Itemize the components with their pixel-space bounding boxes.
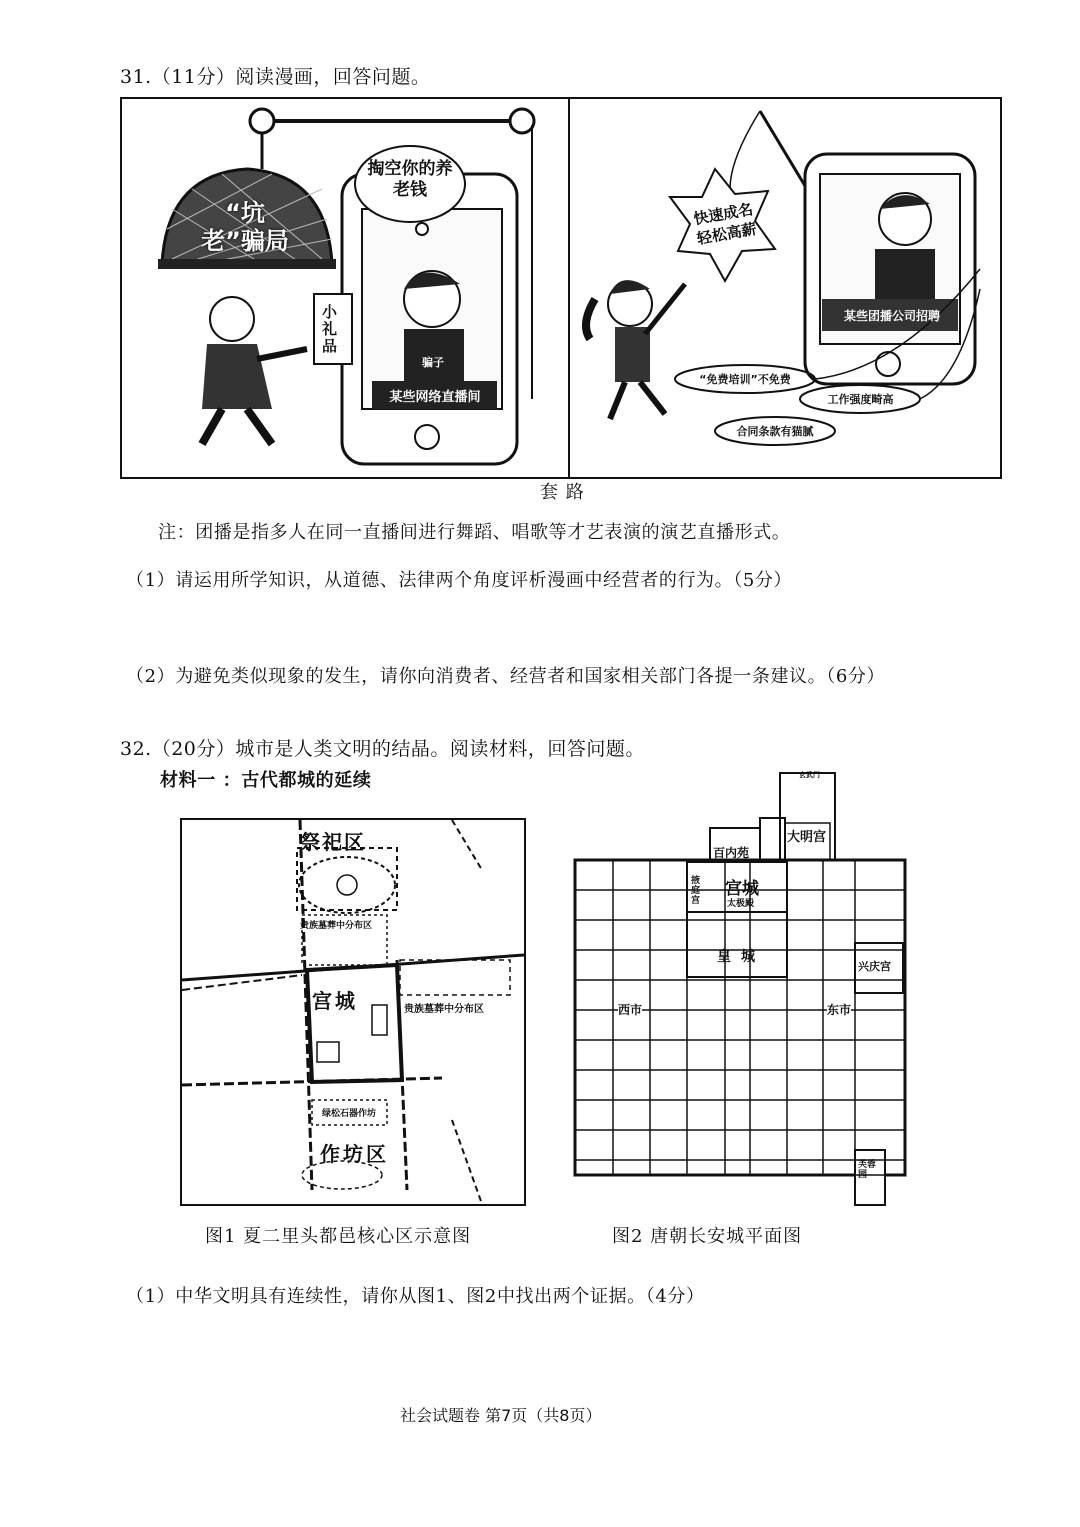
- comic-right-panel: [568, 97, 1002, 479]
- q32-title: 32.（20分）城市是人类文明的结晶。阅读材料，回答问题。: [120, 738, 645, 760]
- fig2-furong-garden: 芙蓉园: [858, 1160, 877, 1180]
- figure2-map: [555, 768, 925, 1218]
- net-label: “坑老”骗局: [201, 199, 289, 255]
- comic-right-drawing: [570, 99, 1000, 477]
- fig1-palace: 宫城: [312, 989, 358, 1013]
- gift-box-label: 小礼品: [322, 303, 338, 355]
- fig2-baineiyuan: 百内苑: [713, 846, 750, 860]
- rope-label-contract: 合同条款有猫腻: [736, 425, 814, 438]
- fig2-imperial-city: 皇城: [717, 949, 765, 965]
- comic-left-panel: [120, 97, 570, 479]
- fig2-east-market: 东市: [827, 1003, 852, 1017]
- fig2-west-market: 西市: [618, 1003, 643, 1017]
- star-text: 快速成名轻松高薪: [692, 200, 758, 248]
- fig2-daminggong: 大明宫: [787, 830, 827, 845]
- material-heading: 材料一 ：古代都城的延续: [160, 770, 372, 791]
- page-footer: 社会试题卷 第7页（共8页）: [400, 1406, 602, 1425]
- right-phone-banner: 某些团播公司招聘: [843, 309, 940, 323]
- q31-sub2: （2）为避免类似现象的发生，请你向消费者、经营者和国家相关部门各提一条建议。（6分）: [126, 666, 886, 687]
- comic-title: 套 路: [540, 482, 585, 503]
- figure1-map: [180, 818, 526, 1206]
- fig1-workshop-zone: 作坊区: [320, 1142, 389, 1166]
- q31-sub1: （1）请运用所学知识，从道德、法律两个角度评析漫画中经营者的行为。（5分）: [126, 570, 793, 591]
- fig1-noble-tombs-1: 贵族墓葬中分布区: [300, 921, 373, 931]
- fig2-palace-city: 宫城: [725, 879, 759, 899]
- comic-left-drawing: [122, 99, 568, 477]
- left-phone-banner: 某些网络直播间: [389, 390, 481, 405]
- fig2-taiji-hall: 太极殿: [727, 899, 755, 909]
- figure1-caption: 图1 夏二里头都邑核心区示意图: [205, 1226, 472, 1247]
- rope-label-intensity: 工作强度畸高: [827, 393, 894, 406]
- fig2-xingqing-palace: 兴庆宫: [858, 960, 891, 973]
- host-badge: 骗子: [422, 356, 444, 369]
- fig1-sacrifice-zone: 祭祀区: [300, 830, 366, 854]
- q32-sub1: （1）中华文明具有连续性，请你从图1、图2中找出两个证据。（4分）: [126, 1286, 705, 1307]
- rope-label-training: “免费培训”不免费: [699, 373, 791, 386]
- fig2-yeting-palace: 掖庭宫: [691, 876, 701, 906]
- figure2-drawing: [555, 768, 925, 1218]
- fig1-turquoise-workshop: 绿松石器作坊: [322, 1109, 377, 1119]
- q31-title: 31.（11分）阅读漫画，回答问题。: [120, 66, 431, 88]
- speech-bubble-text: 掏空你的养老钱: [367, 159, 453, 200]
- fig1-noble-tombs-2: 贵族墓葬中分布区: [404, 1004, 484, 1015]
- q31-note: 注：团播是指多人在同一直播间进行舞蹈、唱歌等才艺表演的演艺直播形式。: [158, 522, 791, 543]
- fig2-xuanwu-gate: 玄武门: [799, 771, 820, 779]
- figure2-caption: 图2 唐朝长安城平面图: [612, 1226, 803, 1247]
